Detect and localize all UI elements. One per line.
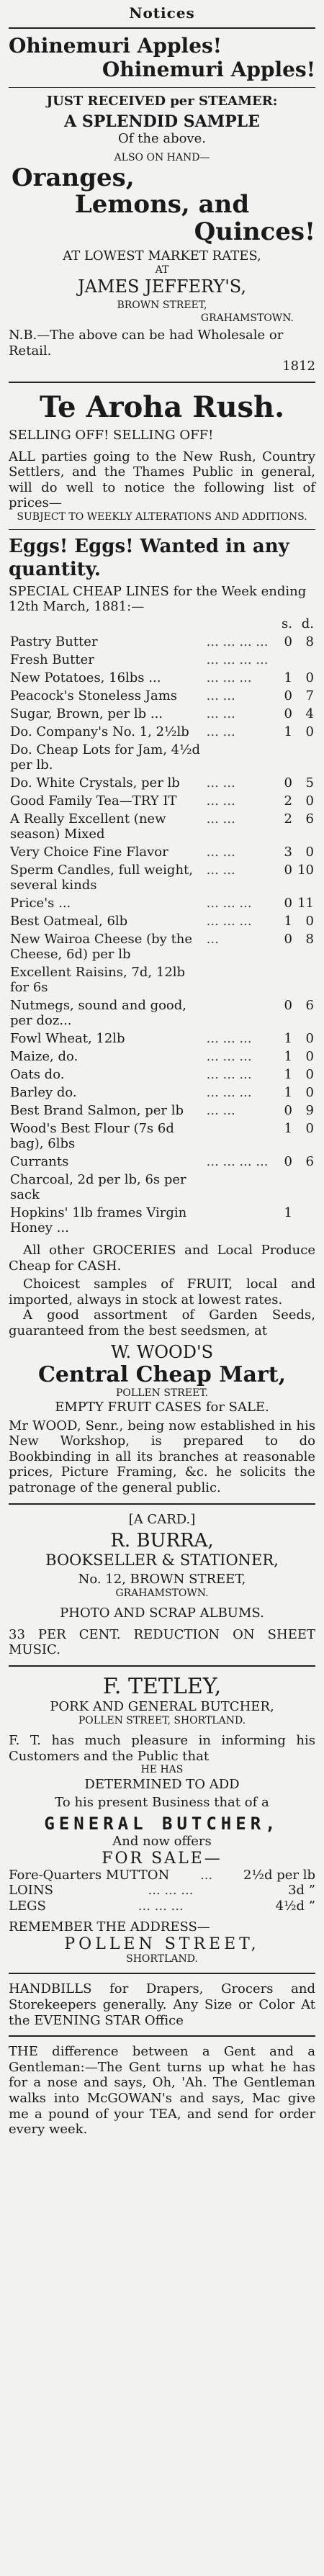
tetley-trade: PORK AND GENERAL BUTCHER, bbox=[50, 1699, 274, 1715]
tetley-he-has: HE HAS bbox=[140, 1764, 184, 1776]
price-shillings: 0 bbox=[284, 706, 292, 721]
price-item-leader bbox=[205, 1204, 272, 1237]
apples-also: ALSO ON HAND— bbox=[114, 152, 210, 164]
price-pence: 6 bbox=[305, 1153, 314, 1169]
price-item-leader: ... ... ... bbox=[206, 670, 252, 685]
price-row bbox=[9, 1204, 315, 1237]
price-item-leader bbox=[205, 963, 272, 996]
meat-list bbox=[9, 1868, 315, 1914]
price-shillings: 1 bbox=[284, 724, 292, 739]
price-item-leader: ... ... bbox=[206, 1102, 235, 1118]
price-item-name: New Potatoes, 16lbs ... bbox=[10, 670, 161, 685]
price-shillings: 0 bbox=[284, 688, 292, 703]
price-item-name: Do. Cheap Lots for Jam, 4½d per lb. bbox=[10, 742, 201, 773]
pence-header: d. bbox=[301, 616, 314, 631]
price-item-name: Very Choice Fine Flavor bbox=[10, 844, 168, 860]
price-item-leader: ... bbox=[206, 931, 219, 947]
price-pence bbox=[294, 1171, 315, 1204]
price-shillings: 1 bbox=[284, 1066, 292, 1082]
burra-card-label: [A CARD.] bbox=[128, 1511, 196, 1527]
rush-eggs: Eggs! Eggs! Wanted in any quantity. bbox=[9, 536, 289, 580]
price-shillings: 1 bbox=[284, 1048, 292, 1064]
price-row bbox=[9, 912, 315, 930]
price-pence: 0 bbox=[305, 793, 314, 809]
price-item-leader: ... ... bbox=[206, 844, 235, 860]
rush-wood: W. WOOD'S bbox=[110, 1341, 214, 1362]
rush-cases: EMPTY FRUIT CASES for SALE. bbox=[55, 1400, 269, 1415]
tetley-general: GENERAL BUTCHER, bbox=[44, 1814, 280, 1834]
price-pence: 0 bbox=[305, 1066, 314, 1082]
price-pence: 0 bbox=[305, 670, 314, 685]
burra-discount: 33 PER CENT. REDUCTION ON SHEET MUSIC. bbox=[9, 1626, 315, 1658]
price-pence: 6 bbox=[305, 811, 314, 827]
price-shillings: 1 bbox=[284, 670, 292, 685]
rush-pollen: POLLEN STREET. bbox=[115, 1387, 209, 1399]
price-item-name: Currants bbox=[10, 1153, 69, 1169]
price-pence bbox=[294, 963, 315, 996]
meat-row bbox=[9, 1868, 315, 1883]
price-item-name: Sugar, Brown, per lb ... bbox=[10, 706, 163, 721]
price-item-leader: ... ... bbox=[206, 793, 235, 809]
price-row bbox=[9, 705, 315, 723]
meat-name: LOINS bbox=[9, 1883, 53, 1899]
price-item-leader: ... ... ... ... bbox=[206, 652, 269, 667]
price-item-name: Fowl Wheat, 12lb bbox=[10, 1030, 125, 1046]
price-item-leader bbox=[205, 996, 272, 1030]
apples-note: N.B.—The above can be had Wholesale or Retail. bbox=[9, 328, 284, 359]
rush-subject: SUBJECT TO WEEKLY ALTERATIONS AND ADDITIONS. bbox=[17, 510, 307, 523]
apples-quinces: Quinces! bbox=[194, 217, 315, 246]
price-item-leader: ... ... bbox=[206, 775, 235, 791]
price-shillings: 0 bbox=[284, 775, 292, 791]
price-shillings: 2 bbox=[284, 793, 292, 809]
price-shillings: 1 bbox=[284, 1030, 292, 1046]
price-pence: 0 bbox=[305, 913, 314, 929]
price-item-leader: ... ... bbox=[206, 862, 235, 878]
tetley-pollen: POLLEN STREET, bbox=[64, 1935, 260, 1953]
price-pence: 9 bbox=[305, 1102, 314, 1118]
price-item-name: A Really Excellent (new season) Mixed bbox=[10, 811, 166, 842]
price-pence: 0 bbox=[305, 1030, 314, 1046]
price-header-row bbox=[9, 615, 315, 633]
price-item-name: Barley do. bbox=[10, 1084, 77, 1100]
price-item-name: Best Oatmeal, 6lb bbox=[10, 913, 128, 929]
price-item-name: Maize, do. bbox=[10, 1048, 78, 1064]
meat-leader: ... ... ... bbox=[148, 1883, 194, 1899]
price-pence bbox=[294, 741, 315, 774]
price-shillings: 1 bbox=[284, 1084, 292, 1100]
price-pence: 0 bbox=[305, 1048, 314, 1064]
newspaper-column bbox=[9, 0, 315, 2138]
price-pence bbox=[294, 1204, 315, 1237]
price-item-name: Best Brand Salmon, per lb bbox=[10, 1102, 184, 1118]
handbills-advert: HANDBILLS for Drapers, Grocers and Storekeepers generally. Any Size or Color At the EVENING STAR Office bbox=[9, 1981, 315, 2028]
tetley-offers: And now offers bbox=[112, 1834, 212, 1850]
rush-groceries: All other GROCERIES and Local Produce Cheap for CASH. bbox=[9, 1242, 315, 1274]
price-item-name: Price's ... bbox=[10, 895, 71, 911]
tetley-street: POLLEN STREET, SHORTLAND. bbox=[78, 1714, 246, 1726]
price-item-leader: ... ... ... bbox=[206, 1030, 252, 1046]
price-item-leader: ... ... ... ... bbox=[206, 634, 269, 649]
price-pence: 0 bbox=[305, 1084, 314, 1100]
price-item-leader: ... ... bbox=[206, 688, 235, 703]
burra-card bbox=[9, 1512, 315, 1658]
apples-of-above: Of the above. bbox=[118, 130, 206, 146]
price-shillings bbox=[272, 741, 294, 774]
price-row bbox=[9, 1120, 315, 1153]
tetley-name: F. TETLEY, bbox=[102, 1674, 222, 1700]
price-pence: 10 bbox=[297, 862, 314, 878]
price-item-leader: ... ... ... bbox=[206, 1066, 252, 1082]
price-item-name: Nutmegs, sound and good, per doz... bbox=[10, 997, 187, 1028]
price-row bbox=[9, 651, 315, 669]
apples-advert bbox=[9, 35, 315, 374]
tetley-forsale: FOR SALE— bbox=[102, 1849, 222, 1868]
price-item-leader: ... ... bbox=[206, 724, 235, 739]
rush-bookbinding: Mr WOOD, Senr., being now established in his New Workshop, is prepared to do Bookbinding in all its branches at reasonable prices, Picture Framing, &c. he solicits the patronage of the general public. bbox=[9, 1418, 315, 1495]
burra-address: No. 12, BROWN STREET, bbox=[78, 1572, 246, 1588]
price-row bbox=[9, 792, 315, 810]
price-shillings: 0 bbox=[284, 997, 292, 1013]
price-row bbox=[9, 996, 315, 1030]
rush-advert bbox=[9, 390, 315, 1496]
meat-price: 2½d per lb bbox=[243, 1867, 315, 1883]
price-row bbox=[9, 843, 315, 861]
price-shillings: 0 bbox=[284, 895, 292, 911]
price-row bbox=[9, 774, 315, 792]
apples-received: JUST RECEIVED per STEAMER: bbox=[46, 94, 278, 109]
price-pence: 0 bbox=[305, 844, 314, 860]
shillings-header: s. bbox=[282, 616, 292, 631]
price-shillings: 1 bbox=[284, 913, 292, 929]
rush-mart: Central Cheap Mart, bbox=[37, 1361, 287, 1387]
price-row bbox=[9, 687, 315, 705]
tetley-advert bbox=[9, 1674, 315, 1965]
price-shillings: 2 bbox=[284, 811, 292, 827]
price-item-name: Do. White Crystals, per lb bbox=[10, 775, 180, 791]
rush-garden: A good assortment of Garden Seeds, guaranteed from the best seedsmen, at bbox=[9, 1307, 315, 1338]
price-row bbox=[9, 669, 315, 687]
rush-samples: Choicest samples of FRUIT, local and imported, always in stock at lowest rates. bbox=[9, 1276, 315, 1307]
meat-name: Fore-Quarters MUTTON bbox=[9, 1867, 170, 1883]
price-pence: 6 bbox=[305, 997, 314, 1013]
apples-merchant: JAMES JEFFERY'S, bbox=[77, 276, 247, 297]
price-item-name: Wood's Best Flour (7s 6d bag), 6lbs bbox=[10, 1120, 174, 1151]
price-item-leader: ... ... ... ... bbox=[206, 1153, 269, 1169]
price-pence: 4 bbox=[305, 706, 314, 721]
meat-leader: ... ... ... bbox=[138, 1898, 184, 1914]
price-row bbox=[9, 1171, 315, 1204]
burra-photo: PHOTO AND SCRAP ALBUMS. bbox=[60, 1606, 264, 1621]
apples-title-1: Ohinemuri Apples! bbox=[9, 34, 222, 58]
apples-lemons: Lemons, and bbox=[74, 190, 250, 220]
price-item-leader bbox=[205, 741, 272, 774]
price-item-leader: ... ... ... bbox=[206, 895, 252, 911]
rush-title: Te Aroha Rush. bbox=[39, 389, 285, 424]
price-row bbox=[9, 723, 315, 741]
burra-trade: BOOKSELLER & STATIONER, bbox=[45, 1552, 279, 1570]
price-pence: 7 bbox=[305, 688, 314, 703]
price-pence: 8 bbox=[305, 634, 314, 649]
price-item-leader bbox=[205, 1171, 272, 1204]
price-row bbox=[9, 930, 315, 963]
apples-town: GRAHAMSTOWN. bbox=[200, 312, 294, 324]
apples-oranges: Oranges, bbox=[12, 163, 135, 192]
price-pence: 0 bbox=[305, 724, 314, 739]
meat-row bbox=[9, 1883, 315, 1899]
meat-price: 4½d ” bbox=[275, 1898, 315, 1914]
apples-sample: A SPLENDID SAMPLE bbox=[64, 112, 260, 131]
tetley-to-business: To his present Business that of a bbox=[55, 1795, 269, 1811]
tetley-remember: REMEMBER THE ADDRESS— bbox=[9, 1919, 210, 1935]
price-shillings: 0 bbox=[284, 931, 292, 947]
price-shillings: 0 bbox=[284, 1153, 292, 1169]
apples-number: 1812 bbox=[282, 359, 315, 374]
price-pence: 8 bbox=[305, 931, 314, 947]
price-item-leader: ... ... bbox=[206, 706, 235, 721]
meat-leader: ... bbox=[200, 1867, 213, 1883]
price-list bbox=[9, 615, 315, 1237]
price-shillings bbox=[272, 963, 294, 996]
apples-title-2: Ohinemuri Apples! bbox=[102, 58, 315, 82]
price-item-name: Good Family Tea—TRY IT bbox=[10, 793, 177, 809]
tetley-shortland: SHORTLAND. bbox=[126, 1953, 198, 1965]
price-item-name: Oats do. bbox=[10, 1066, 65, 1082]
tetley-paragraph: F. T. has much pleasure in informing his Customers and the Public that bbox=[9, 1733, 315, 1764]
price-item-name: New Wairoa Cheese (by the Cheese, 6d) per lb bbox=[10, 931, 193, 962]
price-item-leader bbox=[205, 1120, 272, 1153]
burra-town: GRAHAMSTOWN. bbox=[115, 1587, 209, 1599]
price-row bbox=[9, 633, 315, 651]
price-item-leader: ... ... ... bbox=[206, 1048, 252, 1064]
price-item-name: Do. Company's No. 1, 2½lb bbox=[10, 724, 189, 739]
price-row bbox=[9, 1030, 315, 1048]
price-item-name: Sperm Candles, full weight, several kinds bbox=[10, 862, 193, 893]
meat-name: LEGS bbox=[9, 1898, 46, 1914]
price-pence: 5 bbox=[305, 775, 314, 791]
rush-special: SPECIAL CHEAP LINES for the Week ending 12th March, 1881:— bbox=[9, 583, 307, 615]
price-row bbox=[9, 861, 315, 894]
price-item-name: Pastry Butter bbox=[10, 634, 98, 649]
price-row bbox=[9, 1066, 315, 1084]
price-shillings bbox=[272, 651, 294, 669]
price-item-name: Excellent Raisins, 7d, 12lb for 6s bbox=[10, 964, 186, 995]
apples-at: AT bbox=[155, 264, 169, 276]
price-item-name: Fresh Butter bbox=[10, 652, 94, 667]
price-pence bbox=[294, 651, 315, 669]
meat-row bbox=[9, 1899, 315, 1914]
price-shillings: 0 bbox=[284, 1102, 292, 1118]
price-row bbox=[9, 1084, 315, 1102]
price-row bbox=[9, 894, 315, 912]
price-item-name: Peacock's Stoneless Jams bbox=[10, 688, 178, 703]
price-item-leader: ... ... ... bbox=[206, 1084, 252, 1100]
price-shillings bbox=[272, 1171, 294, 1204]
section-heading: Notices bbox=[9, 0, 315, 29]
price-shillings: 0 bbox=[284, 634, 292, 649]
rush-intro-paragraph: ALL parties going to the New Rush, Country Settlers, and the Thames Public in general, will do well to notice the following list of prices— bbox=[9, 449, 315, 511]
rush-selling: SELLING OFF! SELLING OFF! bbox=[9, 427, 214, 443]
price-shillings: 1 bbox=[284, 1120, 292, 1136]
price-row bbox=[9, 1048, 315, 1066]
price-item-leader: ... ... bbox=[206, 811, 235, 827]
price-shillings: 3 bbox=[284, 844, 292, 860]
apples-rates: AT LOWEST MARKET RATES, bbox=[63, 248, 261, 264]
price-row bbox=[9, 741, 315, 774]
price-row bbox=[9, 963, 315, 996]
price-item-leader: ... ... ... bbox=[206, 913, 252, 929]
price-shillings: 0 bbox=[284, 862, 292, 878]
gent-notice: THE difference between a Gent and a Gentleman:—The Gent turns up what he has for a nose and says, Oh, 'Ah. The Gentleman walks into McGOWAN's and says, Mac give me a pound of your TEA, and send for order every week. bbox=[9, 2044, 315, 2138]
price-row bbox=[9, 1102, 315, 1120]
price-pence: 0 bbox=[305, 1120, 314, 1136]
price-item-name: Charcoal, 2d per lb, 6s per sack bbox=[10, 1171, 186, 1202]
price-item-name: Hopkins' 1lb frames Virgin Honey ... bbox=[10, 1204, 187, 1235]
burra-name: R. BURRA, bbox=[110, 1530, 214, 1552]
price-pence: 11 bbox=[297, 895, 314, 911]
price-row bbox=[9, 810, 315, 843]
apples-street: BROWN STREET, bbox=[117, 300, 207, 312]
meat-price: 3d ” bbox=[288, 1883, 315, 1899]
price-row bbox=[9, 1153, 315, 1171]
price-shillings: 1 bbox=[284, 1204, 292, 1220]
tetley-determined: DETERMINED TO ADD bbox=[84, 1776, 240, 1792]
